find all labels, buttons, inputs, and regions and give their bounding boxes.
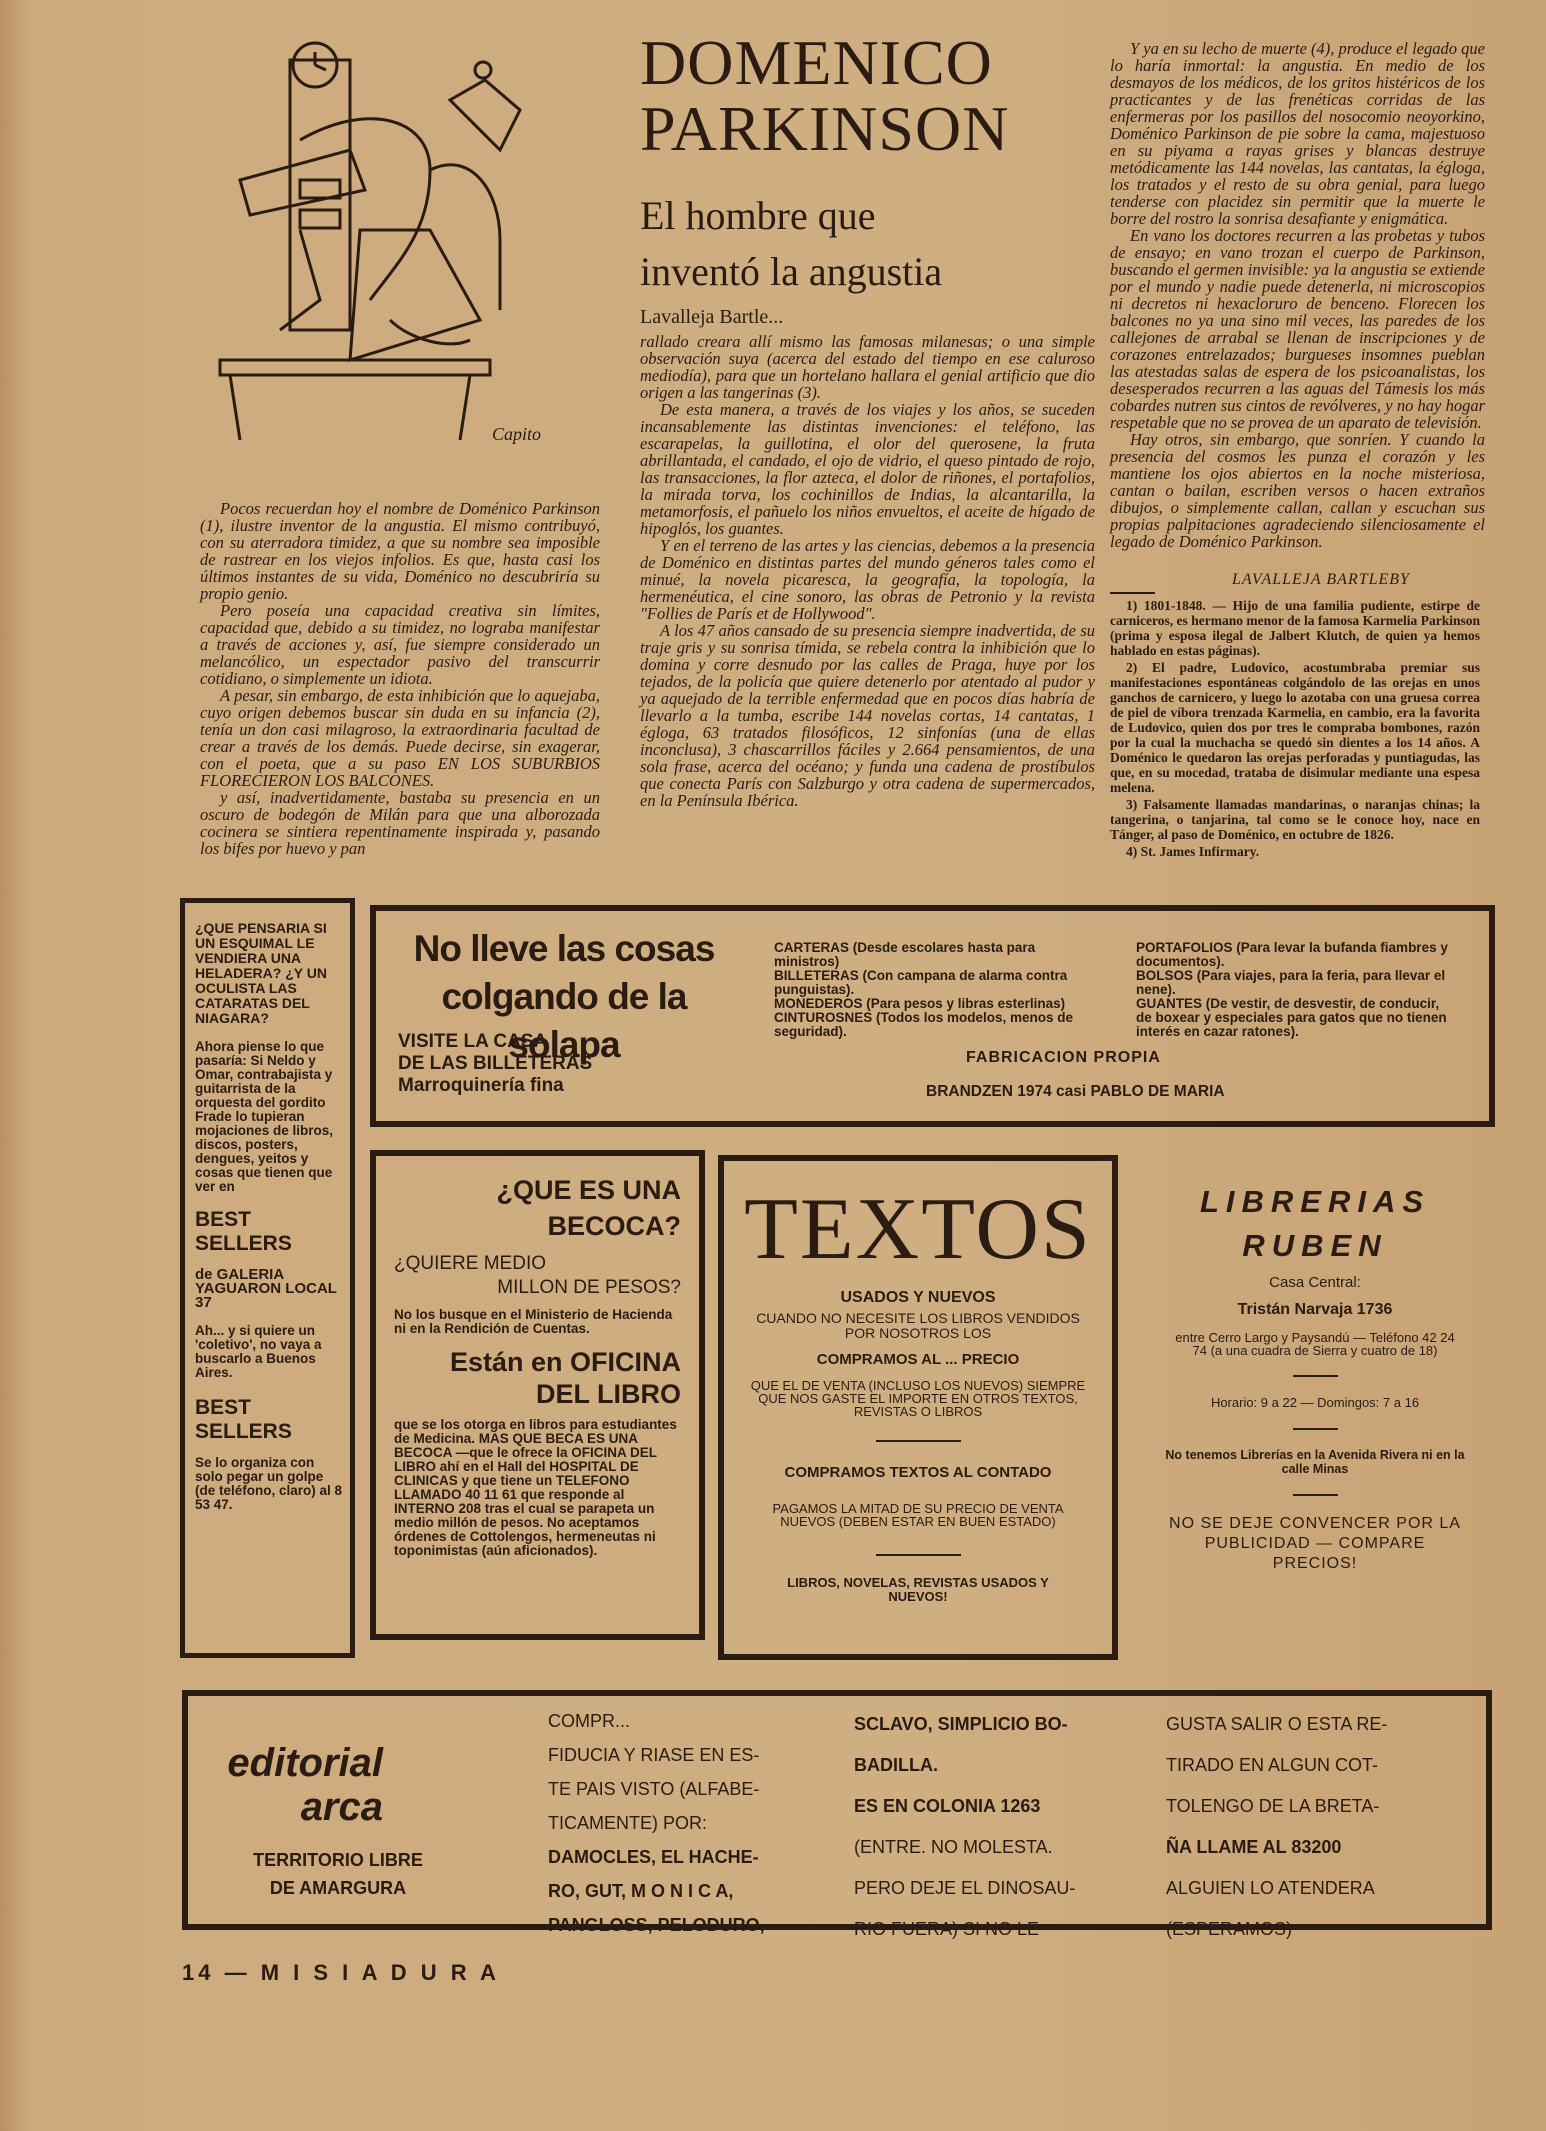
subtitle-line: DE AMARGURA (269, 1878, 407, 1898)
paragraph: Hay otros, sin embargo, que sonríen. Y cuando la presencia del cosmos les punza el corazón y les mantiene los ojos abiertos en la noche misteriosa, cantan o bailan, escriben versos o hacen extraños dibujos, o simplemente callan, callan y escuchan sus propias palpitaciones agradeciendo silenciosamente el legado de Doménico Parkinson. (1110, 430, 1485, 551)
billeteras-ad (370, 905, 1495, 1127)
ad-text: Se lo organiza con solo pegar un golpe (de teléfono, claro) al 8 53 47. (195, 1455, 343, 1512)
arca-line: SCLAVO, SIMPLICIO BO- (854, 1714, 1068, 1734)
ruben-line: Casa Central: (1269, 1274, 1361, 1291)
visit-line: Marroquinería fina (398, 1075, 564, 1096)
title-line-1: DOMENICO (640, 27, 993, 98)
title-line: LIBRERIAS (1199, 1184, 1431, 1219)
logo-line: arca (300, 1785, 383, 1829)
paragraph: De esta manera, a través de los viajes y los años, se suceden incansablemente las distintas invenciones: el teléfono, las escarapelas, la guillotina, el olor del querosene, la fruta abrillantada, el candado, el ojo de vidrio, el queso pintado de rojo, las transacciones, la flor azteca, el dolor de riñones, el portafolios, la mirada torva, los cochinillos de Indias, la alcantarilla, la metamorfosis, el pañuelo los niños envueltos, el aceite de hígado de hipoglós, los guantes. (640, 400, 1095, 538)
arca-line: ÑA LLAME AL 83200 (1166, 1837, 1342, 1857)
byline-top: Lavalleja Bartle... (640, 306, 784, 328)
paragraph: Pocos recuerdan hoy el nombre de Doménico Parkinson (1), ilustre inventor de la angustia. El mismo contribuyó, con su aterradora timidez, a que su nombre sea imposible de rastrear en los viejos infolios. Es que, hasta casi los últimos instantes de su vida, Doménico no descubriría su propio genio. (200, 499, 600, 603)
question-line: ¿QUIERE MEDIO (394, 1253, 547, 1274)
title-line: ¿QUE ES UNA (496, 1175, 681, 1205)
title-line: Están en OFICINA (449, 1347, 681, 1377)
ad-text: de GALERIA YAGUARON LOCAL 37 (195, 1266, 337, 1311)
becoca-question (394, 1252, 681, 1300)
arca-ad (182, 1690, 1492, 1939)
billeteras-address: BRANDZEN 1974 casi PABLO DE MARIA (926, 1083, 1225, 1100)
textos-line: COMPRAMOS AL ... PRECIO (816, 1351, 1020, 1368)
paragraph: Pero poseía una capacidad creativa sin límites, capacidad que, debido a su timidez, no lograba manifestar a través de acciones y, así, fue siempre considerado un melancólico, un espectador pasivo del transcurrir cotidiano, o simplemente un idiota. (200, 601, 600, 688)
visit-line: VISITE LA CASA (398, 1031, 548, 1052)
textos-line: CUANDO NO NECESITE LOS LIBROS VENDIDOS POR NOSOTROS LOS (756, 1310, 1080, 1341)
paragraph: rallado creara allí mismo las famosas milanesas; o una simple observación suya (acerca del estado del tiempo en ese caluroso mediodía), para que un hortelano hallara el genial artificio que dio origen a las tangerinas (3). (640, 332, 1095, 402)
textos-line: PAGAMOS LA MITAD DE SU PRECIO DE VENTA NUEVOS (DEBEN ESTAR EN BUEN ESTADO) (772, 1501, 1064, 1529)
arca-column-1 (548, 1704, 798, 1942)
byline-end: LAVALLEJA BARTLEBY (1232, 571, 1410, 588)
footnote: 1) 1801-1848. — Hijo de una familia pudiente, estirpe de carniceros, es hermano menor de la famosa Karmelia Parkinson (prima y esposa ilegal de Jalbert Klutch, de quien ya hemos hablado en estas páginas). (1110, 598, 1480, 658)
billeteras-items-left: CARTERAS (Desde escolares hasta para ministros) BILLETERAS (Con campana de alarma contra punguistas). MONEDEROS (Para pesos y libras esterlinas) CINTUROSNES (Todos los modelos, menos de seguridad). (774, 940, 1074, 1039)
footnote: 2) El padre, Ludovico, acostumbraba premiar sus manifestaciones espontáneas colgándolo de las orejas en unos ganchos de carnicero, y luego lo azotaba con una gruesa correa de piel de víbora trenzada Karmelia, en cambio, era la favorita de Ludovico, quien dos por tres le compraba bombones, razón por la cual la muchacha se quedó sin dientes a los 14 años. A Doménico le quedaron las orejas perforadas y puntiagudas, las que, en su mocedad, trataba de disimular mediante una espesa melena. (1110, 660, 1480, 795)
page-number: 14 (182, 1960, 215, 1985)
headline-line: No lleve las cosas (413, 928, 715, 969)
arca-column-2 (854, 1704, 1124, 1950)
arca-line: COMPR... (548, 1711, 631, 1731)
best-sellers-heading: BEST SELLERS (195, 1208, 292, 1255)
article-column-3 (1110, 40, 1485, 550)
visit-line: DE LAS BILLETERAS (398, 1053, 593, 1074)
arca-line: PANGLOSS, PELODURO, (548, 1915, 765, 1935)
paragraph: En vano los doctores recurren a las probetas y tubos de ensayo; en vano trozan el cuerpo de Parkinson, buscando el germen invisible: ya la angustia se extiende por el mundo y nadie puede detenerla, ni microscopios ni decretos ni hexaclorurо de benceno. Florecen los balcones no ya una sino mil veces, las paredes de los callejones de arrabal se llenan de inscripciones y de corazones entrelazados; burgueses insomnes pueblan las atestadas salas de espera de los psicoanalistas, los desesperados recurren a las aguas del Támesis los más cobardes nutren sus cintos de revólveres, y no hay hogar respetable que no se provea de un aparato de televisión. (1110, 226, 1485, 432)
becoca-ad (370, 1150, 705, 1640)
arca-line: GUSTA SALIR O ESTA RE- (1166, 1714, 1388, 1734)
becoca-text: No los busque en el Ministerio de Hacienda ni en la Rendición de Cuentas. (394, 1307, 673, 1336)
arca-line: FIDUCIA Y RIASE EN ES- (548, 1745, 760, 1765)
ad-text: Ah... y si quiere un 'coletivo', no vaya a buscarlo a Buenos Aires. (195, 1323, 322, 1380)
footnote: 3) Falsamente llamadas mandarinas, o naranjas chinas; la tangerina, o tanjarina, tal como se le conoce hoy, nace en Tánger, al paso de Doménico, en octubre de 1826. (1110, 797, 1480, 842)
arca-line: BADILLA. (854, 1755, 938, 1775)
logo-line: editorial (227, 1741, 383, 1785)
paragraph: A los 47 años cansado de su presencia siempre inadvertida, de su traje gris y su sonrisa tímida, se rebela contra la inhibición que lo domina y corre desnudo por las calles de Praga, huye por los tejados, de la policía que quiere detenerlo por atentado al pudor y ya aquejado de la terrible enfermedad que en pocos días habría de llevarlo a la tumba, escribe 144 novelas cortas, 14 cantatas, 1 égloga, 63 tratados filosóficos, 12 sinfonías (una de ellas inconclusa), 3 chascarrillos fáciles y 2.664 pensamientos, de una sola frase, acerca del océano; y funda una cadena de prostíbulos que conecta París con Salzburgo y otra cadena de supermercados, en la Península Ibérica. (640, 621, 1095, 810)
billeteras-visit (398, 1031, 592, 1097)
paragraph: Y en el terreno de las artes y las ciencias, debemos a la presencia de Doménico en distintas partes del mundo géneros tales como el minué, la novela picaresca, la geografía, la topología, la hermenéutica, el cine sonoro, las obras de Petronio y la revista "Follies de París et de Hollywood". (640, 536, 1095, 623)
arca-line: TE PAIS VISTO (ALFABE- (548, 1779, 760, 1799)
ruben-line: entre Cerro Largo y Paysandú — Teléfono 42 24 74 (a una cuadra de Sierra y cuatro de 18) (1175, 1330, 1455, 1358)
arca-line: PERO DEJE EL DINOSAU- (854, 1878, 1076, 1898)
arca-line: DAMOCLES, EL HACHE- (548, 1847, 759, 1867)
ad-question: ¿QUE PENSARIA SI UN ESQUIMAL LE VENDIERA UNA HELADERA? ¿Y UN OCULISTA LAS CATARATAS DEL NIAGARA? (195, 920, 327, 1026)
footnote: 4) St. James Infirmary. (1126, 844, 1260, 859)
fabricacion-propia: FABRICACION PROPIA (966, 1049, 1161, 1066)
billeteras-items-right: PORTAFOLIOS (Para levar la bufanda fiambres y documentos). BOLSOS (Para viajes, para la feria, para llevar el nene). GUANTES (De vestir, de desvestir, de conducir, de boxear y especiales para gatos que no tienen interés en cazar ratones). (1136, 940, 1448, 1039)
divider (876, 1554, 961, 1556)
question-line: MILLON DE PESOS? (497, 1277, 681, 1298)
arca-line: RO, GUT, M O N I C A, (548, 1881, 734, 1901)
arca-line: (ESPERAMOS) (1166, 1919, 1293, 1939)
footnotes (1110, 598, 1480, 861)
arca-line: ES EN COLONIA 1263 (854, 1796, 1041, 1816)
ad-text: Ahora piense lo que pasaría: Si Neldo y Omar, contrabajista y guitarrista de la orquesta del gordito Frade lo tupieran mojaciones de libros, discos, posters, dengues, yeitos y cosas que tienen que ver en (195, 1039, 334, 1194)
ruben-line: Tristán Narvaja 1736 (1237, 1301, 1393, 1318)
best-sellers-ad (180, 898, 355, 1658)
arca-line: ALGUIEN LO ATENDERA (1166, 1878, 1375, 1898)
article-title (640, 27, 1010, 164)
article-column-2 (640, 333, 1095, 809)
paragraph: y así, inadvertidamente, bastaba su presencia en un oscuro de bodegón de Milán para que una alborozada cocinera se sintiera repentinamente inspirada y, pasando los bifes por huevo y pan (200, 788, 600, 858)
divider (1293, 1494, 1338, 1496)
arca-line: RIO FUERA) SI NO LE (854, 1919, 1040, 1939)
ruben-ad (1140, 1180, 1490, 1574)
ruben-title (1140, 1180, 1490, 1268)
divider (1293, 1375, 1338, 1377)
page-footer (182, 1960, 500, 1986)
article-column-1 (200, 500, 600, 857)
divider (1110, 592, 1155, 594)
textos-title: TEXTOS (744, 1181, 1092, 1278)
arca-subtitle (248, 1846, 428, 1902)
becoca-title (394, 1172, 681, 1244)
arca-column-3 (1166, 1704, 1446, 1950)
arca-line: TICAMENTE) POR: (548, 1813, 708, 1833)
becoca-text: que se los otorga en libros para estudiantes de Medicina. MAS QUE BECA ES UNA BECOCA —que le ofrece la OFICINA DEL LIBRO ahí en el Hall del HOSPITAL DE CLINICAS y que tiene un TELEFONO LLAMADO 40 11 61 que responde al INTERNO 208 tras el cual se parapeta un medio millón de pesos. No aceptamos órdenes de Cottolengos, hermeneutas ni toponimistas (aún aficionados). (394, 1417, 677, 1558)
divider (1293, 1428, 1338, 1430)
illustration-signature: Capito (492, 424, 542, 444)
magazine-name: — M I S I A D U R A (224, 1960, 500, 1985)
best-sellers-heading: BEST SELLERS (195, 1396, 292, 1443)
arca-line: TOLENGO DE LA BRETA- (1166, 1796, 1380, 1816)
textos-ad (718, 1155, 1118, 1660)
subtitle-line: TERRITORIO LIBRE (253, 1850, 423, 1870)
textos-line: USADOS Y NUEVOS (840, 1289, 996, 1306)
paragraph: A pesar, sin embargo, de esta inhibición que lo aquejaba, cuyo origen debemos buscar sin duda en su infancia (2), tenía un don casi milagroso, la extraordinaria facultad de crear a través de los demás. Puede decirse, sin exagerar, con el poeta, que a su paso EN LOS SUBURBIOS FLORECIERON LOS BALCONES. (200, 686, 600, 790)
ruben-line: NO SE DEJE CONVENCER POR LA PUBLICIDAD — COMPARE PRECIOS! (1169, 1515, 1461, 1572)
textos-line: LIBROS, NOVELAS, REVISTAS USADOS Y NUEVOS! (787, 1575, 1049, 1604)
ruben-line: No tenemos Librerías en la Avenida Rivera ni en la calle Minas (1165, 1448, 1465, 1476)
title-line: RUBEN (1242, 1228, 1388, 1263)
arca-logo (208, 1741, 383, 1829)
illustration-clock-desk-drawing (200, 40, 580, 495)
textos-line: COMPRAMOS TEXTOS AL CONTADO (784, 1464, 1052, 1481)
title-line-2: PARKINSON (640, 93, 1010, 164)
arca-line: TIRADO EN ALGUN COT- (1166, 1755, 1379, 1775)
title-line: DEL LIBRO (535, 1379, 681, 1409)
ruben-line: Horario: 9 a 22 — Domingos: 7 a 16 (1210, 1395, 1420, 1410)
title-line: BECOCA? (547, 1211, 681, 1241)
subtitle-line-1: El hombre que (640, 193, 876, 238)
divider (876, 1440, 961, 1442)
oficina-del-libro-title (394, 1346, 681, 1410)
subtitle-line-2: inventó la angustia (640, 249, 943, 294)
paragraph: Y ya en su lecho de muerte (4), produce el legado que lo haría inmortal: la angustia. En medio de los desmayos de los médicos, de los gritos histéricos de los practicantes y de las frenéticas corridas de las enfermeras por los pasillos del nosocomio neoyorkino, Doménico Parkinson de pie sobre la cama, majestuoso en su piyama a rayas grises y blancas destruye metódicamente las 144 novelas, las cantatas, la égloga, los tratados y el resto de su obra genial, para luego tenderse con placidez sin permitir que la muerte le borre del rostro la sonrisa desafiante y enigmática. (1110, 39, 1485, 228)
article-subtitle (640, 188, 942, 300)
arca-line: (ENTRE. NO MOLESTA. (854, 1837, 1053, 1857)
headline-line: colgando de la solapa (441, 976, 687, 1065)
textos-line: QUE EL DE VENTA (INCLUSO LOS NUEVOS) SIEMPRE QUE NOS GASTE EL IMPORTE EN OTROS TEXTOS, REVISTAS O LIBROS (750, 1378, 1086, 1419)
